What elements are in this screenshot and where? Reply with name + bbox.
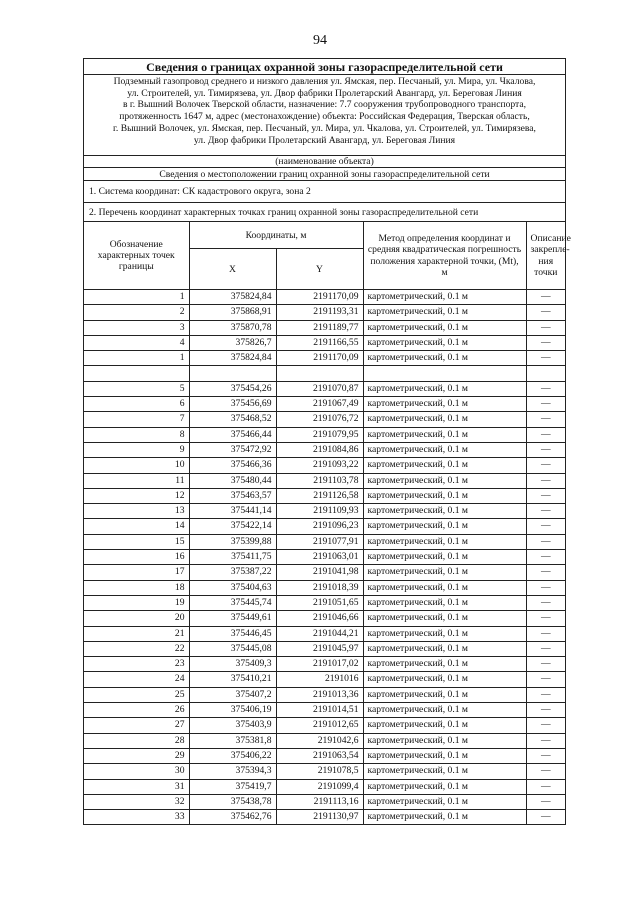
table-row	[84, 550, 565, 565]
point-number-cell: 13	[84, 504, 189, 519]
fixing-description-cell: —	[526, 473, 565, 488]
fixing-description-cell: —	[526, 718, 565, 733]
fixing-description-cell: —	[526, 779, 565, 794]
table-row	[84, 810, 565, 825]
coord-y-cell: 2191014,51	[276, 703, 363, 718]
coord-y-cell: 2191051,65	[276, 595, 363, 610]
point-number-cell: 30	[84, 764, 189, 779]
coord-y-cell: 2191193,31	[276, 305, 363, 320]
table-row	[84, 397, 565, 412]
table-row	[84, 442, 565, 457]
table-row	[84, 580, 565, 595]
coord-x-cell: 375449,61	[189, 611, 276, 626]
coord-x-cell: 375868,91	[189, 305, 276, 320]
table-row	[84, 565, 565, 580]
fixing-description-cell: —	[526, 733, 565, 748]
fixing-description-cell: —	[526, 550, 565, 565]
coord-x-cell: 375406,19	[189, 703, 276, 718]
coord-y-cell: 2191017,02	[276, 657, 363, 672]
table-row	[84, 381, 565, 396]
coord-y-cell: 2191013,36	[276, 687, 363, 702]
fixing-description-cell: —	[526, 748, 565, 763]
point-number-cell: 7	[84, 412, 189, 427]
coord-x-cell: 375410,21	[189, 672, 276, 687]
coord-y-cell: 2191070,87	[276, 381, 363, 396]
method-cell: картометрический, 0.1 м	[363, 534, 526, 549]
method-cell: картометрический, 0.1 м	[363, 412, 526, 427]
coord-y-cell: 2191166,55	[276, 335, 363, 350]
coord-x-cell: 375462,76	[189, 810, 276, 825]
point-number-cell: 31	[84, 779, 189, 794]
coord-x-cell: 375403,9	[189, 718, 276, 733]
coordinate-system: 1. Система координат: СК кадастрового округа, зона 2	[84, 181, 565, 203]
coord-x-cell: 375446,45	[189, 626, 276, 641]
method-cell: картометрический, 0.1 м	[363, 687, 526, 702]
point-number-cell: 6	[84, 397, 189, 412]
coord-x-cell: 375406,22	[189, 748, 276, 763]
table-row	[84, 351, 565, 366]
point-number-cell: 5	[84, 381, 189, 396]
table-row	[84, 748, 565, 763]
point-number-cell: 3	[84, 320, 189, 335]
method-cell: картометрический, 0.1 м	[363, 764, 526, 779]
fixing-description-cell: —	[526, 611, 565, 626]
coord-y-cell: 2191113,16	[276, 794, 363, 809]
fixing-description-cell: —	[526, 504, 565, 519]
point-number-cell: 27	[84, 718, 189, 733]
point-number-cell: 23	[84, 657, 189, 672]
coord-y-cell: 2191012,65	[276, 718, 363, 733]
header-point-designation: Обозначение характерных точек границы	[84, 222, 189, 290]
method-cell: картометрический, 0.1 м	[363, 626, 526, 641]
table-row	[84, 703, 565, 718]
method-cell: картометрический, 0.1 м	[363, 641, 526, 656]
coord-x-cell: 375409,3	[189, 657, 276, 672]
point-number-cell: 28	[84, 733, 189, 748]
point-number-cell: 26	[84, 703, 189, 718]
coordinates-table-body	[84, 290, 565, 825]
fixing-description-cell: —	[526, 442, 565, 457]
coord-y-cell: 2191126,58	[276, 488, 363, 503]
point-number-cell: 11	[84, 473, 189, 488]
method-cell: картометрический, 0.1 м	[363, 794, 526, 809]
table-row	[84, 366, 565, 381]
point-number-cell: 17	[84, 565, 189, 580]
point-number-cell: 24	[84, 672, 189, 687]
coord-y-cell: 2191189,77	[276, 320, 363, 335]
coord-x-cell: 375454,26	[189, 381, 276, 396]
method-cell: картометрический, 0.1 м	[363, 718, 526, 733]
coord-x-cell: 375394,3	[189, 764, 276, 779]
fixing-description-cell: —	[526, 565, 565, 580]
table-row	[84, 458, 565, 473]
point-number-cell: 1	[84, 290, 189, 305]
coord-x-cell: 375404,63	[189, 580, 276, 595]
method-cell: картометрический, 0.1 м	[363, 748, 526, 763]
table-row	[84, 290, 565, 305]
method-cell: картометрический, 0.1 м	[363, 427, 526, 442]
coord-y-cell: 2191042,6	[276, 733, 363, 748]
fixing-description-cell: —	[526, 595, 565, 610]
fixing-description-cell: —	[526, 764, 565, 779]
fixing-description-cell: —	[526, 810, 565, 825]
fixing-description-cell: —	[526, 703, 565, 718]
point-number-cell: 10	[84, 458, 189, 473]
method-cell: картометрический, 0.1 м	[363, 550, 526, 565]
coord-y-cell: 2191076,72	[276, 412, 363, 427]
coord-x-cell: 375870,78	[189, 320, 276, 335]
table-row	[84, 595, 565, 610]
table-row	[84, 427, 565, 442]
table-row	[84, 687, 565, 702]
header-x: X	[189, 249, 276, 290]
coord-y-cell: 2191063,01	[276, 550, 363, 565]
table-row	[84, 794, 565, 809]
method-cell: картометрический, 0.1 м	[363, 779, 526, 794]
table-row	[84, 504, 565, 519]
fixing-description-cell: —	[526, 687, 565, 702]
fixing-description-cell: —	[526, 305, 565, 320]
document-title: Сведения о границах охранной зоны газораспределительной сети	[84, 59, 565, 75]
coord-x-cell: 375463,57	[189, 488, 276, 503]
coord-x-cell: 375824,84	[189, 351, 276, 366]
coord-y-cell: 2191016	[276, 672, 363, 687]
point-number-cell: 15	[84, 534, 189, 549]
coord-x-cell: 375441,14	[189, 504, 276, 519]
header-coordinates: Координаты, м	[189, 222, 363, 249]
coord-y-cell: 2191093,22	[276, 458, 363, 473]
fixing-description-cell: —	[526, 458, 565, 473]
fixing-description-cell: —	[526, 657, 565, 672]
fixing-description-cell: —	[526, 519, 565, 534]
fixing-description-cell: —	[526, 488, 565, 503]
coord-y-cell: 2191109,93	[276, 504, 363, 519]
fixing-description-cell: —	[526, 794, 565, 809]
method-cell: картометрический, 0.1 м	[363, 657, 526, 672]
point-number-cell: 16	[84, 550, 189, 565]
table-row	[84, 305, 565, 320]
coord-x-cell: 375399,88	[189, 534, 276, 549]
coord-x-cell: 375824,84	[189, 290, 276, 305]
coord-y-cell: 2191099,4	[276, 779, 363, 794]
coord-x-cell: 375445,74	[189, 595, 276, 610]
table-row	[84, 672, 565, 687]
table-row	[84, 335, 565, 350]
location-heading: Сведения о местоположении границ охранной зоны газораспределительной сети	[84, 168, 565, 181]
point-number-cell: 20	[84, 611, 189, 626]
coord-y-cell: 2191078,5	[276, 764, 363, 779]
method-cell: картометрический, 0.1 м	[363, 305, 526, 320]
coord-x-cell: 375480,44	[189, 473, 276, 488]
coord-x-cell: 375411,75	[189, 550, 276, 565]
table-row	[84, 779, 565, 794]
table-row	[84, 320, 565, 335]
object-name-caption: (наименование объекта)	[84, 156, 565, 168]
point-number-cell: 33	[84, 810, 189, 825]
method-cell: картометрический, 0.1 м	[363, 290, 526, 305]
coord-y-cell: 2191044,21	[276, 626, 363, 641]
coord-y-cell: 2191079,95	[276, 427, 363, 442]
method-cell: картометрический, 0.1 м	[363, 565, 526, 580]
fixing-description-cell: —	[526, 626, 565, 641]
method-cell: картометрический, 0.1 м	[363, 442, 526, 457]
coord-y-cell: 2191067,49	[276, 397, 363, 412]
method-cell: картометрический, 0.1 м	[363, 488, 526, 503]
fixing-description-cell: —	[526, 335, 565, 350]
coord-x-cell: 375445,08	[189, 641, 276, 656]
coord-y-cell: 2191041,98	[276, 565, 363, 580]
method-cell: картометрический, 0.1 м	[363, 810, 526, 825]
fixing-description-cell	[526, 366, 565, 381]
point-number-cell: 2	[84, 305, 189, 320]
method-cell: картометрический, 0.1 м	[363, 595, 526, 610]
table-row	[84, 641, 565, 656]
coord-y-cell: 2191170,09	[276, 290, 363, 305]
coord-x-cell: 375472,92	[189, 442, 276, 457]
fixing-description-cell: —	[526, 320, 565, 335]
method-cell: картометрический, 0.1 м	[363, 611, 526, 626]
header-fixing-description: Описание закрепле-ния точки	[526, 222, 565, 290]
fixing-description-cell: —	[526, 412, 565, 427]
zone-boundary-sheet	[83, 58, 571, 825]
point-number-cell: 29	[84, 748, 189, 763]
table-row	[84, 657, 565, 672]
method-cell: картометрический, 0.1 м	[363, 504, 526, 519]
coord-x-cell: 375381,8	[189, 733, 276, 748]
coord-y-cell: 2191018,39	[276, 580, 363, 595]
coord-y-cell: 2191103,78	[276, 473, 363, 488]
table-row	[84, 764, 565, 779]
point-number-cell: 22	[84, 641, 189, 656]
coord-y-cell: 2191046,66	[276, 611, 363, 626]
method-cell: картометрический, 0.1 м	[363, 335, 526, 350]
coord-x-cell: 375419,7	[189, 779, 276, 794]
coord-x-cell	[189, 366, 276, 381]
table-row	[84, 488, 565, 503]
object-description: Подземный газопровод среднего и низкого давления ул. Ямская, пер. Песчаный, ул. Мира, ул. Чкалова, ул. Строителей, ул. Тимирязева, ул. Двор фабрики Пролетарский Авангард, ул. Береговая Линия в г. Вышний Волочек Тверской области, назначение: 7.7 сооружения трубопроводного транспорта, протяженность 1647 м, адрес (местонахождение) объекта: Российская Федерация, Тверская область, г. Вышний Волочек, ул. Ямская, пер. Песчаный, ул. Мира, ул. Чкалова, ул. Строителей, ул. Тимирязева, ул. Двор фабрики Пролетарский Авангард, ул. Береговая Линия	[84, 75, 565, 156]
table-row	[84, 626, 565, 641]
method-cell: картометрический, 0.1 м	[363, 320, 526, 335]
method-cell: картометрический, 0.1 м	[363, 733, 526, 748]
points-list-heading: 2. Перечень координат характерных точках границ охранной зоны газораспределительной сети	[84, 203, 565, 222]
coord-x-cell: 375466,44	[189, 427, 276, 442]
fixing-description-cell: —	[526, 397, 565, 412]
point-number-cell: 1	[84, 351, 189, 366]
fixing-description-cell: —	[526, 381, 565, 396]
table-row	[84, 519, 565, 534]
point-number-cell: 18	[84, 580, 189, 595]
method-cell: картометрический, 0.1 м	[363, 672, 526, 687]
point-number-cell: 21	[84, 626, 189, 641]
method-cell: картометрический, 0.1 м	[363, 519, 526, 534]
fixing-description-cell: —	[526, 351, 565, 366]
table-row	[84, 718, 565, 733]
coord-y-cell: 2191045,97	[276, 641, 363, 656]
point-number-cell: 19	[84, 595, 189, 610]
coord-x-cell: 375438,78	[189, 794, 276, 809]
method-cell: картометрический, 0.1 м	[363, 351, 526, 366]
table-row	[84, 412, 565, 427]
method-cell: картометрический, 0.1 м	[363, 458, 526, 473]
coord-y-cell: 2191077,91	[276, 534, 363, 549]
method-cell: картометрический, 0.1 м	[363, 580, 526, 595]
fixing-description-cell: —	[526, 580, 565, 595]
table-row	[84, 473, 565, 488]
coord-x-cell: 375387,22	[189, 565, 276, 580]
method-cell: картометрический, 0.1 м	[363, 473, 526, 488]
table-row	[84, 733, 565, 748]
coordinates-table	[84, 222, 571, 824]
method-cell: картометрический, 0.1 м	[363, 397, 526, 412]
coord-y-cell: 2191170,09	[276, 351, 363, 366]
fixing-description-cell: —	[526, 290, 565, 305]
point-number-cell: 32	[84, 794, 189, 809]
method-cell: картометрический, 0.1 м	[363, 703, 526, 718]
fixing-description-cell: —	[526, 534, 565, 549]
coord-x-cell: 375466,36	[189, 458, 276, 473]
coord-x-cell: 375826,7	[189, 335, 276, 350]
coord-x-cell: 375407,2	[189, 687, 276, 702]
coord-y-cell: 2191063,54	[276, 748, 363, 763]
table-row	[84, 611, 565, 626]
coord-x-cell: 375456,69	[189, 397, 276, 412]
header-method: Метод определения координат и средняя квадратическая погрешность положения характерной точки, (Mt), м	[363, 222, 526, 290]
point-number-cell: 25	[84, 687, 189, 702]
table-row	[84, 534, 565, 549]
page-number: 94	[313, 33, 327, 48]
method-cell: картометрический, 0.1 м	[363, 381, 526, 396]
coord-y-cell: 2191096,23	[276, 519, 363, 534]
point-number-cell: 14	[84, 519, 189, 534]
point-number-cell: 12	[84, 488, 189, 503]
coord-y-cell: 2191130,97	[276, 810, 363, 825]
coord-x-cell: 375468,52	[189, 412, 276, 427]
fixing-description-cell: —	[526, 641, 565, 656]
method-cell	[363, 366, 526, 381]
coord-x-cell: 375422,14	[189, 519, 276, 534]
point-number-cell: 4	[84, 335, 189, 350]
coord-y-cell	[276, 366, 363, 381]
fixing-description-cell: —	[526, 427, 565, 442]
header-y: Y	[276, 249, 363, 290]
fixing-description-cell: —	[526, 672, 565, 687]
coord-y-cell: 2191084,86	[276, 442, 363, 457]
point-number-cell: 9	[84, 442, 189, 457]
point-number-cell	[84, 366, 189, 381]
point-number-cell: 8	[84, 427, 189, 442]
